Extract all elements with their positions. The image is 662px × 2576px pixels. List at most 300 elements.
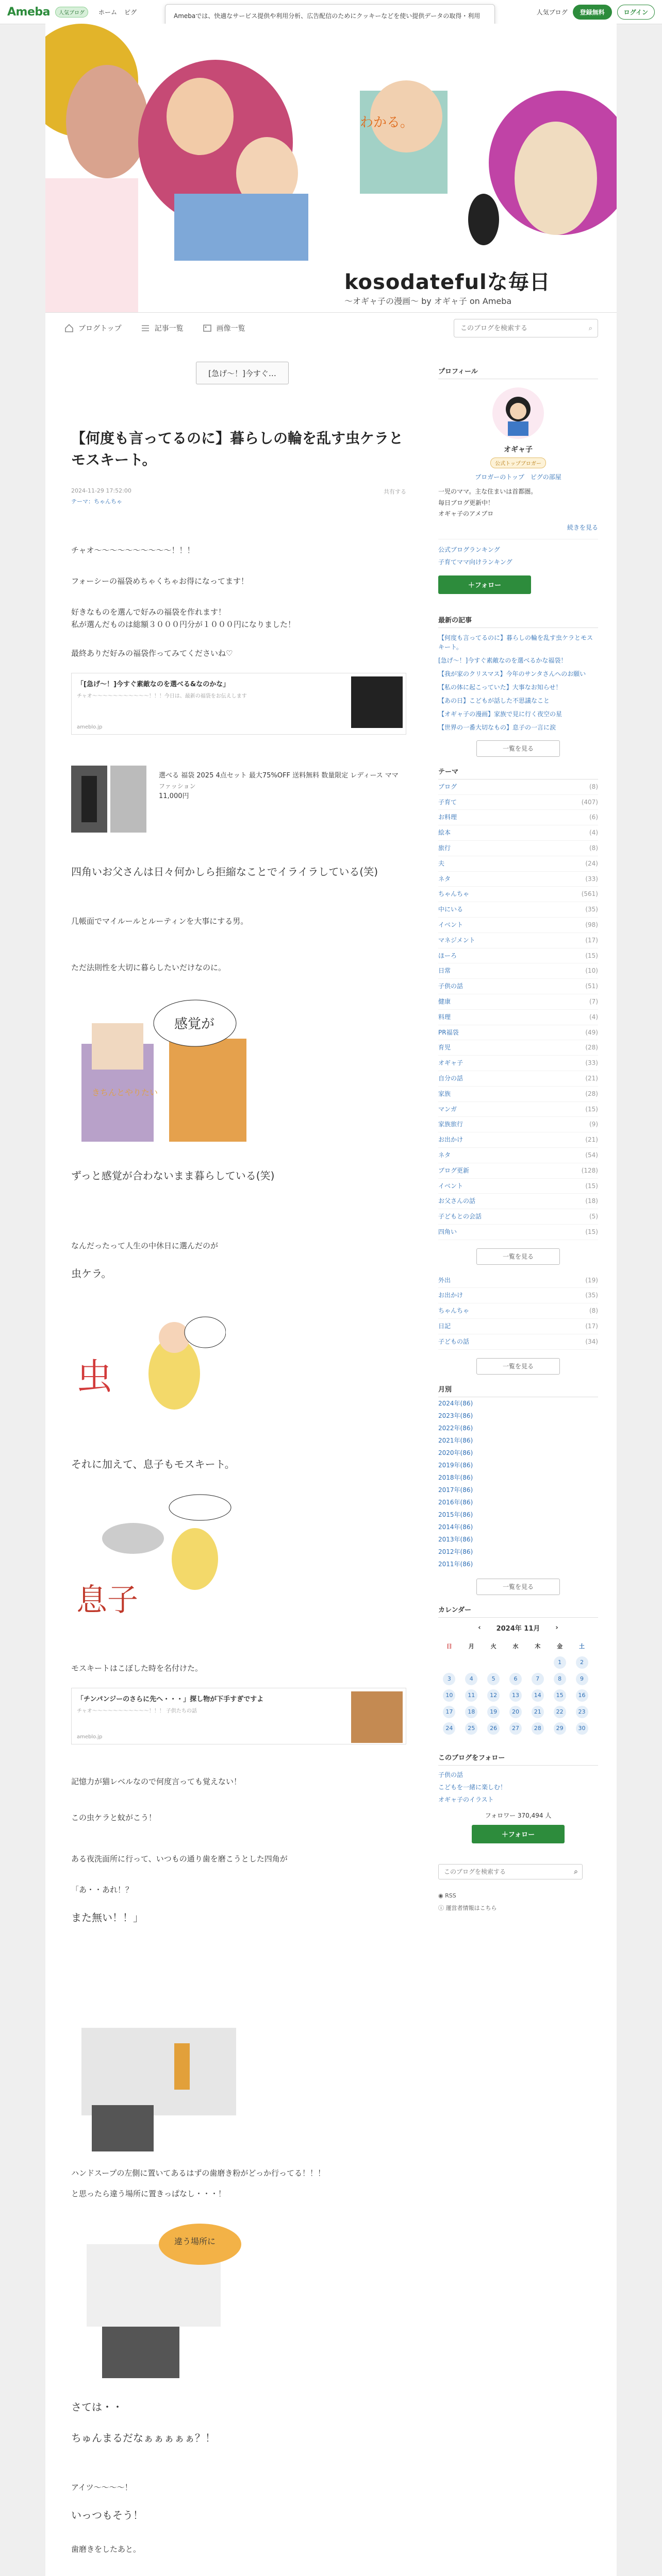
shop-product-title[interactable]: 選べる 福袋 2025 4点セット 最大75%OFF 送料無料 数量限定 レディース ママ [159,772,399,779]
calendar-next-icon[interactable]: › [555,1623,558,1632]
month-item[interactable]: 2024年(86) [438,1399,473,1407]
blog-search-input[interactable] [459,324,589,333]
theme-row[interactable] [438,1209,598,1225]
link-card-1-title: 「[急げ〜！]今すぐ素敵なのを選べる&なのかな」 [77,681,230,688]
para-3: 私が選んだものは総額３０００円分が１０００円になりました！ [71,620,296,629]
theme-list [438,779,598,1240]
calendar-weekday: 金 [557,1642,563,1650]
svg-text:虫: 虫 [76,1355,112,1398]
recent-item[interactable]: 【何度も言ってるのに】暮らしの輪を乱す虫ケラとモスキート。 [438,634,593,651]
para-1: フォーシーの福袋めちゃくちゃお得になってます！ [71,577,249,586]
avatar[interactable] [492,387,544,439]
calendar-day[interactable]: 24 [443,1722,455,1735]
theme-row[interactable] [438,1040,598,1056]
theme-label: マンガ [438,1105,457,1113]
recent-item[interactable]: 【あの日】こどもが話した不思議なこと [438,697,550,704]
month-item[interactable]: 2014年(86) [438,1523,473,1531]
link-card-2[interactable] [71,1688,406,1744]
theme-label: 料理 [438,1013,451,1021]
theme-row[interactable] [438,887,598,902]
para-7: ただ法則性を大切に暮らしたいだけなのに。 [71,963,226,972]
theme-list-2 [438,1273,598,1350]
follower-item[interactable]: 子供の話 [438,1771,464,1778]
calendar-cell [549,1704,571,1720]
theme-label: 日記 [438,1323,451,1330]
calendar-day[interactable]: 4 [465,1673,477,1685]
calendar-day[interactable]: 18 [465,1706,477,1718]
theme-count: (8) [589,844,598,852]
para-6: 几帳面でマイルールとルーティンを大事にする男。 [71,917,249,926]
popular-blog-chip: 人気ブログ [55,7,88,18]
sidebar-footer [438,1890,598,1914]
calendar-day[interactable]: 2 [576,1656,588,1669]
illustration-misplaced [71,2213,246,2378]
calendar-day[interactable]: 11 [465,1689,477,1702]
calendar-week [438,1704,593,1720]
theme-count: (19) [585,1276,598,1284]
article-theme-link[interactable]: テーマ：ちゃんちゃ [71,498,122,505]
calendar-day[interactable]: 1 [554,1656,566,1669]
theme-label: 中にいる [438,906,464,913]
month-item[interactable]: 2015年(86) [438,1511,473,1518]
para-14: この虫ケラと蚊がこう！ [71,1813,157,1822]
calendar-cell [571,1720,593,1737]
para-8: ずっと感覚が合わないまま暮らしている(笑) [71,1170,275,1182]
theme-count: (35) [585,906,598,913]
calendar-cell [460,1687,483,1704]
follow-button-2[interactable]: ＋ フォロー [472,1825,565,1843]
theme-label: 日常 [438,967,451,975]
theme-count: (54) [585,1151,598,1159]
theme-row[interactable] [438,948,598,964]
blog-subtitle: 〜オギャ子の漫画〜 by オギャ子 on Ameba [344,296,512,306]
theme-row[interactable] [438,856,598,872]
theme-label: ブログ [438,783,457,790]
nav-home[interactable]: ホーム [98,8,117,16]
calendar-cell [526,1704,549,1720]
theme-row[interactable] [438,1273,598,1289]
theme-row[interactable] [438,1148,598,1163]
rss-label: RSS [445,1892,456,1899]
calendar-week [438,1654,593,1671]
para-4: 最終ありだ好みの福袋作ってみてくださいね♡ [71,649,233,658]
theme-count: (561) [581,890,598,898]
calendar-cell [460,1654,483,1671]
ranking-links [438,539,598,568]
calendar-week [438,1720,593,1737]
calendar-day[interactable]: 12 [487,1689,500,1702]
para-10: 虫ケラ。 [71,1267,112,1280]
month-item[interactable]: 2017年(86) [438,1486,473,1494]
theme-label: 家族 [438,1090,451,1097]
calendar-day[interactable]: 22 [554,1706,566,1718]
calendar-cell [438,1687,460,1704]
calendar-weekday: 火 [490,1642,496,1650]
operator-link[interactable] [438,1902,598,1914]
calendar-cell [438,1654,460,1671]
theme-label: ちゃんちゃ [438,1307,470,1315]
theme-count: (8) [589,1307,598,1315]
month-list [438,1397,598,1570]
para-2: 好きなものを選んで好みの福袋を作れます！ [71,607,226,617]
link-card-1-thumbnail [351,676,403,728]
calendar-day[interactable]: 3 [443,1673,455,1685]
sidebar-search[interactable] [438,1864,583,1879]
theme-row[interactable] [438,994,598,1010]
theme-row[interactable] [438,963,598,979]
theme-count: (21) [585,1136,598,1144]
illustration-mosquito [71,1487,246,1641]
blog-header-image[interactable] [45,24,617,312]
follower-item[interactable]: オギャ子のイラスト [438,1795,494,1803]
follow-button-2-label: フォロー [508,1831,535,1839]
calendar-cell [438,1671,460,1687]
recent-see-all-button[interactable]: 一覧を見る [476,740,560,757]
theme-count: (10) [585,967,598,975]
calendar-day[interactable]: 13 [509,1689,522,1702]
blog-nav [45,312,617,344]
month-item[interactable]: 2021年(86) [438,1436,473,1444]
profile-heading: プロフィール [438,366,598,379]
svg-text:きちんとやりたい: きちんとやりたい [92,1088,158,1097]
calendar-day[interactable]: 7 [532,1673,544,1685]
theme-label: 絵本 [438,829,451,837]
svg-text:息子: 息子 [76,1582,138,1618]
calendar-cell [571,1671,593,1687]
calendar-day[interactable]: 16 [576,1689,588,1702]
calendar-day[interactable]: 8 [554,1673,566,1685]
month-item[interactable]: 2020年(86) [438,1449,473,1456]
theme-count: (128) [581,1166,598,1174]
calendar-day[interactable]: 10 [443,1689,455,1702]
profile-link-top[interactable]: ブロガーのトップ [475,473,524,481]
theme-row[interactable] [438,1225,598,1240]
calendar-day[interactable]: 28 [532,1722,544,1735]
theme-label: 外出 [438,1276,451,1284]
calendar-day[interactable]: 26 [487,1722,500,1735]
rss-link[interactable] [438,1890,598,1902]
para-17: また無い！！」 [71,1911,143,1924]
month-item[interactable]: 2012年(86) [438,1548,473,1555]
profile-link-room[interactable]: ピグの部屋 [530,473,561,481]
ameba-logo[interactable] [7,6,88,19]
recent-item[interactable]: 【我が家のクリスマス】今年のサンタさんへのお願い [438,670,586,677]
theme-count: (15) [585,1105,598,1113]
month-item[interactable]: 2023年(86) [438,1412,473,1419]
theme-count: (18) [585,1197,598,1205]
register-button[interactable]: 登録無料 [573,5,612,20]
theme-row[interactable] [438,1010,598,1025]
blog-search[interactable] [454,319,598,337]
nav-articles-label: 記事一覧 [154,325,184,333]
profile-block [438,387,598,481]
theme-label: ほーろ [438,952,457,959]
theme-label: お父さんの話 [438,1197,476,1205]
login-button[interactable]: ログイン [617,5,655,20]
ranking-link-1[interactable]: 公式ブログランキング [438,546,500,553]
theme-row[interactable] [438,1071,598,1087]
theme-row[interactable] [438,1319,598,1334]
theme-label: 育児 [438,1044,451,1052]
calendar-week [438,1671,593,1687]
profile-name[interactable]: オギャ子 [504,446,533,454]
link-card-2-title: 「チンパンジーのさらに先へ・・・」探し物が下手すぎですよ [77,1696,264,1703]
theme-label: 家族旅行 [438,1121,464,1128]
theme-label: マネジメント [438,936,475,944]
theme-label: 旅行 [438,844,451,852]
followers-list [438,1769,598,1806]
calendar-cell [483,1671,505,1687]
calendar-day[interactable]: 9 [576,1673,588,1685]
profile-bio: 一児のママ。主な住まいは首都圏。 毎日ブログ更新中！ オギャ子のアメブロ [438,488,537,518]
theme-row[interactable] [438,1087,598,1102]
theme-row[interactable] [438,1056,598,1071]
calendar-cell [571,1687,593,1704]
calendar-day[interactable]: 19 [487,1706,500,1718]
theme-row[interactable] [438,933,598,948]
calendar-day[interactable]: 20 [509,1706,522,1718]
home-icon [64,323,74,333]
theme-row[interactable] [438,979,598,994]
month-item[interactable]: 2016年(86) [438,1498,473,1506]
calendar-day[interactable]: 5 [487,1673,500,1685]
calendar-cell [549,1654,571,1671]
recent-item[interactable]: 【世界の一番大切なもの】息子の一言に涙 [438,723,556,731]
theme-label: ネタ [438,1151,451,1159]
calendar-day[interactable]: 29 [554,1722,566,1735]
link-card-1-source: ameblo.jp [77,724,103,730]
para-20: さては・・ [71,2401,123,2413]
theme-count: (33) [585,875,598,883]
recent-heading: 最新の記事 [438,615,598,628]
theme-label: イベント [438,921,464,928]
calendar-day[interactable]: 6 [509,1673,522,1685]
calendar-cell [483,1687,505,1704]
theme-count: (407) [581,798,598,806]
theme-count: (28) [585,1044,598,1052]
calendar-cell [571,1654,593,1671]
calendar-heading: カレンダー [438,1604,598,1618]
link-card-2-source: ameblo.jp [77,1734,103,1740]
theme-row[interactable] [438,1179,598,1194]
theme-label: お料理 [438,814,457,821]
theme-row[interactable] [438,1163,598,1179]
calendar-weekday: 土 [579,1642,585,1650]
calendar-day[interactable]: 15 [554,1689,566,1702]
theme-row[interactable] [438,872,598,887]
theme-count: (33) [585,1059,598,1067]
list-icon [140,323,151,333]
theme-row[interactable] [438,1334,598,1350]
calendar-day[interactable]: 30 [576,1722,588,1735]
para-15: ある夜洗面所に行って、いつもの通り歯を磨こうとした四角が [71,1854,288,1863]
para-12: モスキートはこぼした時を名付けた。 [71,1664,203,1673]
operator-label: 運営者情報はこちら [445,1904,497,1911]
calendar-cell [571,1704,593,1720]
calendar-cell [505,1704,527,1720]
calendar-cell [460,1720,483,1737]
calendar-day[interactable]: 14 [532,1689,544,1702]
theme-count: (4) [589,829,598,837]
theme-count: (49) [585,1028,598,1036]
month-item[interactable]: 2018年(86) [438,1473,473,1481]
blog-title[interactable]: kosodatefulな毎日 [344,270,551,294]
svg-text:わかる。: わかる。 [360,115,414,130]
calendar-day[interactable]: 21 [532,1706,544,1718]
calendar-cell [460,1704,483,1720]
article-date: 2024-11-29 17:52:00 [71,487,131,494]
theme-row[interactable] [438,1194,598,1209]
calendar-weekday: 水 [512,1642,519,1650]
profile-links [438,472,598,481]
svg-text:違う場所に: 違う場所に [174,2236,216,2246]
calendar-table [438,1638,593,1737]
theme-count: (5) [589,1213,598,1221]
recent-item[interactable]: 【オギャ子の漫画】家族で見に行く夜空の星 [438,710,562,718]
theme-row[interactable] [438,810,598,825]
followers-count: フォロワー 370,494 人 [485,1811,552,1819]
para-19: と思ったら違う場所に置きっぱなし・・・！ [71,2189,226,2198]
theme-label: お出かけ [438,1136,464,1144]
shop-info [159,771,399,802]
themes-see-all-button-2[interactable]: 一覧を見る [476,1358,560,1375]
theme-row[interactable] [438,1303,598,1319]
theme-label: 自分の話 [438,1074,464,1082]
theme-row[interactable] [438,795,598,810]
theme-label: PR福袋 [438,1028,459,1036]
follow-button-label: フォロー [474,582,502,590]
para-11: それに加えて、息子もモスキート。 [71,1458,235,1470]
search-icon[interactable]: ⌕ [588,324,592,332]
nav-pigg[interactable]: ピグ [124,8,137,16]
theme-row[interactable] [438,902,598,918]
theme-row[interactable] [438,825,598,841]
theme-count: (35) [585,1292,598,1299]
themes-see-all-button[interactable]: 一覧を見る [476,1248,560,1265]
search-icon[interactable]: ⌕ [574,1867,578,1876]
month-item[interactable]: 2019年(86) [438,1461,473,1469]
nav-images[interactable] [202,323,245,333]
calendar-cell [549,1671,571,1687]
profile-read-more[interactable]: 続きを見る [567,523,598,531]
theme-count: (6) [589,814,598,821]
article-title: 【何度も言ってるのに】暮らしの輪を乱す虫ケラとモスキート。 [71,430,404,468]
theme-row[interactable] [438,1025,598,1041]
theme-row[interactable] [438,918,598,933]
popular-blog-link[interactable]: 人気ブログ [536,8,568,16]
ranking-link-2[interactable]: 子育てママ向けランキング [438,558,512,566]
theme-label: 子どもとの会話 [438,1213,482,1221]
follower-item[interactable]: こどもを一緒に楽しむ！ [438,1783,507,1791]
para-21: ちゅんまるだなぁぁぁぁぁ？！ [71,2432,216,2444]
monthly-see-all-button[interactable]: 一覧を見る [476,1579,560,1595]
recent-item[interactable]: [急げ〜！]今すぐ素敵なのを選べるかな福袋！ [438,656,567,664]
para-18: ハンドスープの左側に置いてあるはずの歯磨き粉がどっか行ってる！！！ [71,2168,326,2178]
rss-icon: ◉ [438,1892,445,1899]
calendar-cell [526,1720,549,1737]
sidebar [438,343,598,1914]
theme-label: イベント [438,1182,464,1190]
global-nav [98,8,137,16]
calendar-day[interactable]: 27 [509,1722,522,1735]
calendar-weekday: 木 [535,1642,541,1650]
nav-images-label: 画像一覧 [216,325,245,333]
theme-label: 夫 [438,859,445,867]
theme-count: (15) [585,1228,598,1235]
calendar-cell [526,1671,549,1687]
shop-widget[interactable] [71,766,406,833]
follow-button[interactable]: ＋ フォロー [438,575,531,594]
share-button[interactable]: 共有する [384,488,406,495]
theme-row[interactable] [438,1132,598,1148]
theme-count: (15) [585,952,598,959]
theme-row[interactable] [438,841,598,856]
calendar-weekday: 月 [468,1642,474,1650]
prev-article-button[interactable]: [急げ〜！]今すぐ… [196,362,289,384]
theme-count: (7) [589,997,598,1005]
theme-row[interactable] [438,1102,598,1117]
sidebar-search-input[interactable] [443,1868,574,1876]
calendar-day[interactable]: 17 [443,1706,455,1718]
calendar-cell [526,1687,549,1704]
para-0: チャオ〜〜〜〜〜〜〜〜〜〜！！！ [71,546,195,555]
calendar-weekday: 日 [446,1642,452,1650]
calendar-nav [438,1623,598,1633]
para-23: いっつもそう！ [71,2509,143,2521]
cookie-text-1: Amebaでは、快適なサービス提供や利用分析、広告配信のためにクッキーなどを使い提供データの取得・利用 [174,12,481,20]
theme-count: (24) [585,859,598,867]
theme-row[interactable] [438,779,598,795]
calendar-cell [483,1704,505,1720]
svg-text:感覚が: 感覚が [174,1016,215,1032]
theme-count: (9) [589,1121,598,1128]
theme-label: 子どもの話 [438,1337,470,1345]
link-card-2-thumbnail [351,1691,403,1743]
theme-label: ネタ [438,875,451,883]
month-item[interactable]: 2022年(86) [438,1424,473,1432]
theme-count: (51) [585,982,598,990]
theme-label: お出かけ [438,1292,464,1299]
para-24: 歯磨きをしたあと。 [71,2545,141,2554]
calendar-day[interactable]: 25 [465,1722,477,1735]
image-icon [202,323,212,333]
calendar-day[interactable]: 23 [576,1706,588,1718]
calendar-week [438,1687,593,1704]
calendar-cell [549,1720,571,1737]
nav-blog-top[interactable] [64,323,122,333]
shop-product-image [71,766,148,833]
month-item[interactable]: 2013年(86) [438,1535,473,1543]
calendar-cell [483,1654,505,1671]
recent-item[interactable]: 【私の体に起こっていた】大事なお知らせ！ [438,683,562,691]
theme-label: オギャ子 [438,1059,464,1067]
theme-row[interactable] [438,1288,598,1303]
main-content [45,343,617,2576]
link-card-1[interactable] [71,673,406,735]
article-meta [71,487,406,505]
calendar-cell [460,1671,483,1687]
month-item[interactable]: 2011年(86) [438,1560,473,1568]
themes-heading: テーマ [438,766,598,779]
illustration-washroom [71,1981,246,2151]
calendar-prev-icon[interactable]: ‹ [478,1623,481,1632]
calendar-cell [438,1720,460,1737]
theme-row[interactable] [438,1117,598,1132]
theme-count: (17) [585,936,598,944]
theme-label: 健康 [438,997,451,1005]
calendar-cell [505,1654,527,1671]
nav-articles[interactable] [140,323,184,333]
